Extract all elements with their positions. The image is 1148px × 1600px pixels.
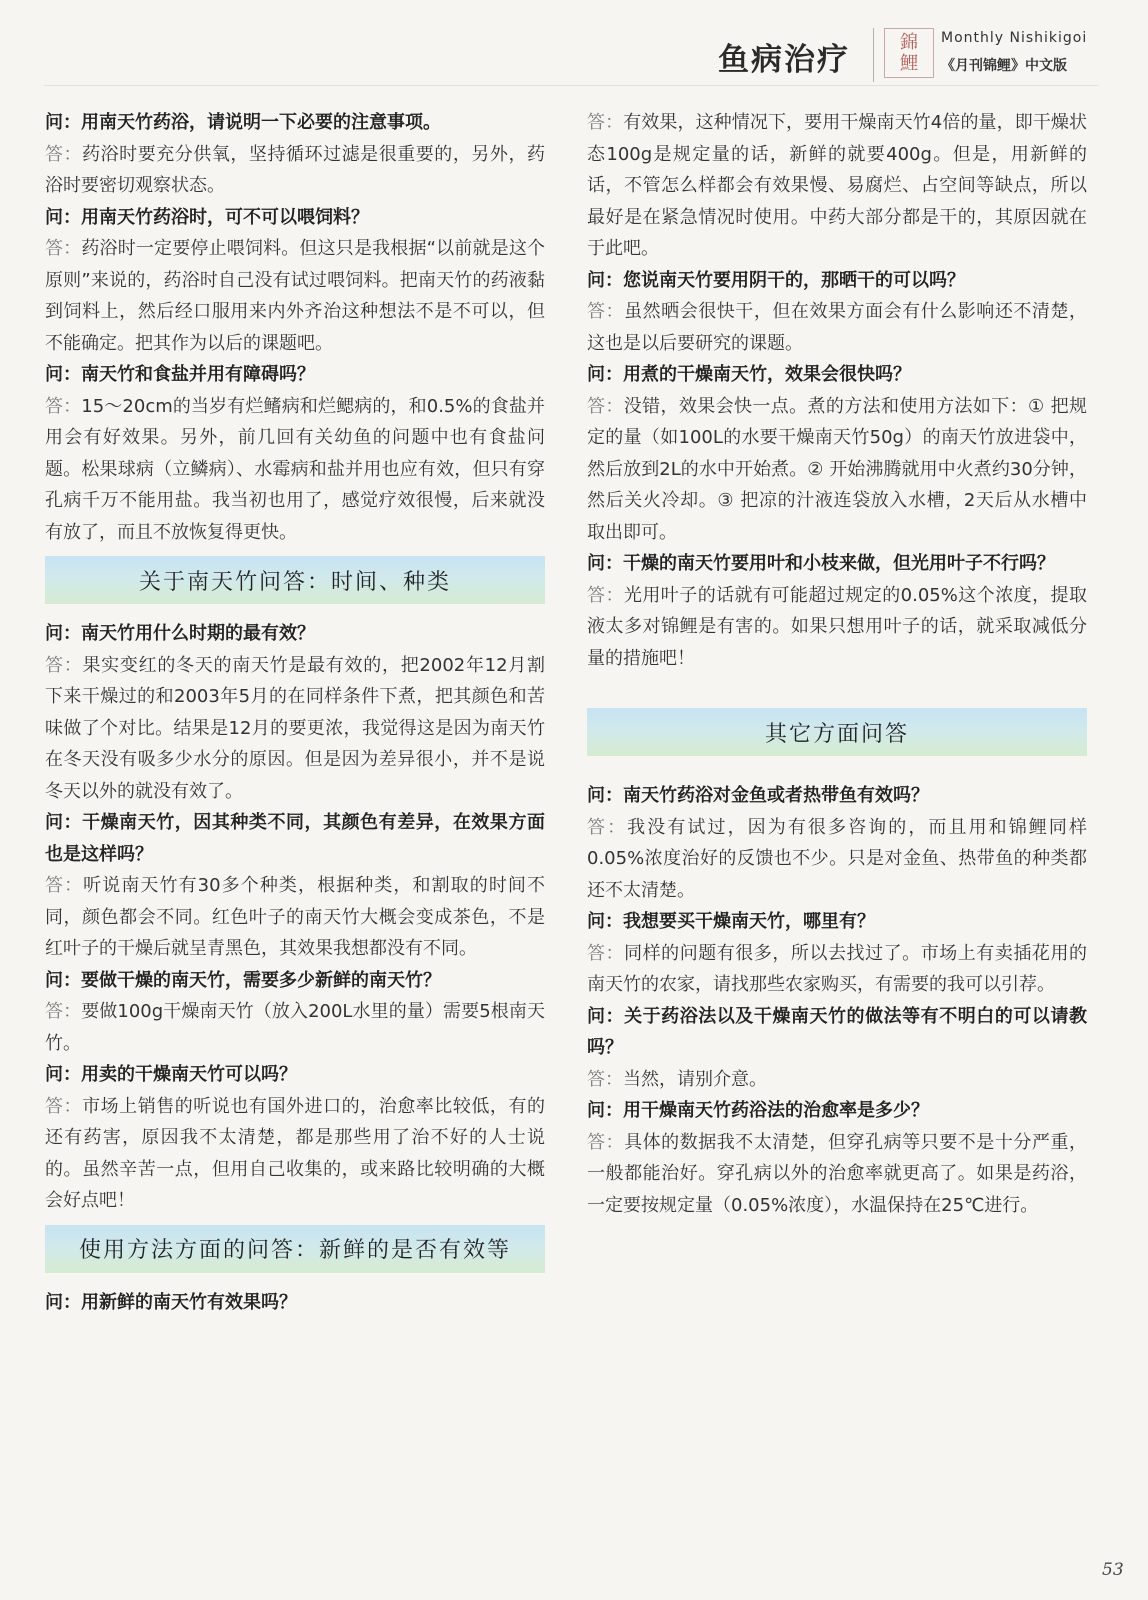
answer-text: 药浴时要充分供氧，坚持循环过滤是很重要的，另外，药浴时要密切观察状态。 xyxy=(45,143,545,196)
magazine-logo xyxy=(884,28,934,78)
page-number: 53 xyxy=(1102,1560,1124,1580)
question-label: 问： xyxy=(587,911,623,932)
question-text: 用卖的干燥南天竹可以吗？ xyxy=(81,1064,297,1085)
answer xyxy=(587,107,1087,265)
question-label: 问： xyxy=(45,623,81,644)
question xyxy=(45,107,545,139)
question-text: 用南天竹药浴，请说明一下必要的注意事项。 xyxy=(81,112,441,133)
answer xyxy=(45,1091,545,1217)
answer xyxy=(45,139,545,202)
answer-label: 答： xyxy=(45,1095,83,1117)
section-title: 鱼病治疗 xyxy=(718,42,850,78)
question-text: 用煮的干燥南天竹，效果会很快吗？ xyxy=(623,364,911,385)
logo-char-1: 錦 xyxy=(900,32,918,53)
answer xyxy=(587,580,1087,675)
answer xyxy=(587,296,1087,359)
answer xyxy=(45,391,545,549)
answer xyxy=(587,938,1087,1001)
answer-label: 答： xyxy=(587,584,624,606)
question-label: 问： xyxy=(45,1291,81,1313)
answer-label: 答： xyxy=(45,1001,82,1022)
question-text: 用新鲜的南天竹有效果吗？ xyxy=(81,1291,297,1313)
left-column xyxy=(45,107,545,1318)
question xyxy=(45,807,545,870)
question-text: 南天竹药浴对金鱼或者热带鱼有效吗？ xyxy=(623,785,929,806)
question xyxy=(45,1287,545,1319)
answer-text: 听说南天竹有30多个种类，根据种类，和割取的时间不同，颜色都会不同。红色叶子的南天竹大概会变成茶色，不是红叶子的干燥后就呈青黑色，其效果我想都没有不同。 xyxy=(45,875,545,959)
question xyxy=(587,906,1087,938)
answer xyxy=(587,1064,1087,1096)
answer-label: 答： xyxy=(587,816,628,838)
question-text: 用南天竹药浴时，可不可以喂饲料？ xyxy=(81,206,369,228)
question xyxy=(587,1095,1087,1127)
answer-label: 答： xyxy=(45,654,83,676)
answer-text: 没错，效果会快一点。煮的方法和使用方法如下：① 把规定的量（如100L的水要干燥南天竹50g）的南天竹放进袋中，然后放到2L的水中开始煮。② 开始沸腾就用中火煮约30分钟，然后关火冷却。③ 把凉的汁液连袋放入水槽，2天后从水槽中取出即可。 xyxy=(587,395,1088,543)
answer xyxy=(587,812,1087,907)
question-text: 要做干燥的南天竹，需要多少新鲜的南天竹？ xyxy=(81,969,441,991)
question-label: 问： xyxy=(45,364,81,385)
answer-text: 有效果，这种情况下，要用干燥南天竹4倍的量，即干燥状态100g是规定量的话，新鲜的就要400g。但是，用新鲜的话，不管怎么样都会有效果慢、易腐烂、占空间等缺点，所以最好是在紧急情况时使用。中药大部分都是干的，其原因就在于此吧。 xyxy=(587,112,1088,259)
section-banner: 关于南天竹问答：时间、种类 xyxy=(45,556,545,604)
answer-text: 虽然晒会很快干，但在效果方面会有什么影响还不清楚，这也是以后要研究的课题。 xyxy=(587,301,1087,354)
header-divider xyxy=(873,28,874,82)
question-text: 南天竹和食盐并用有障碍吗？ xyxy=(81,364,315,385)
answer xyxy=(587,1127,1087,1222)
answer xyxy=(45,996,545,1059)
question-text: 干燥的南天竹要用叶和小枝来做，但光用叶子不行吗？ xyxy=(623,553,1055,574)
question-text: 干燥南天竹，因其种类不同，其颜色有差异，在效果方面也是这样吗？ xyxy=(45,812,545,865)
question-text: 关于药浴法以及干燥南天竹的做法等有不明白的可以请教吗？ xyxy=(587,1005,1087,1058)
question xyxy=(587,265,1087,297)
question-label: 问： xyxy=(587,1005,625,1027)
section-banner: 使用方法方面的问答：新鲜的是否有效等 xyxy=(45,1225,545,1273)
question-label: 问： xyxy=(45,1064,81,1085)
answer-label: 答： xyxy=(45,395,82,417)
answer xyxy=(45,233,545,359)
question xyxy=(587,548,1087,580)
magazine-name-en: Monthly Nishikigoi xyxy=(941,30,1088,46)
question-text: 用干燥南天竹药浴法的治愈率是多少？ xyxy=(623,1100,929,1121)
answer-label: 答： xyxy=(587,942,625,964)
question-text: 您说南天竹要用阴干的，那晒干的可以吗？ xyxy=(623,269,965,291)
answer xyxy=(45,870,545,965)
answer-label: 答： xyxy=(45,143,83,165)
question-label: 问： xyxy=(587,269,623,291)
answer-text: 果实变红的冬天的南天竹是最有效的，把2002年12月割下来干燥过的和2003年5月的在同样条件下煮，把其颜色和苦味做了个对比。结果是12月的要更浓，我觉得这是因为南天竹在冬天没有吸多少水分的原因。但是因为差异很小，并不是说冬天以外的就没有效了。 xyxy=(45,654,546,802)
question xyxy=(587,1001,1087,1064)
header-rule xyxy=(44,85,1099,86)
question-label: 问： xyxy=(45,812,83,833)
magazine-name-cn: 《月刊锦鲤》中文版 xyxy=(941,58,1067,74)
question-text: 南天竹用什么时期的最有效？ xyxy=(81,623,315,644)
question xyxy=(45,359,545,391)
question-label: 问： xyxy=(45,206,81,228)
answer-label: 答： xyxy=(587,1068,623,1090)
answer xyxy=(587,391,1087,549)
answer-text: 市场上销售的听说也有国外进口的，治愈率比较低，有的还有药害，原因我不太清楚，都是那些用了治不好的人士说的。虽然辛苦一点，但用自己收集的，或来路比较明确的大概会好点吧！ xyxy=(45,1095,545,1211)
answer-label: 答： xyxy=(587,395,624,417)
answer-text: 同样的问题有很多，所以去找过了。市场上有卖插花用的南天竹的农家，请找那些农家购买，有需要的我可以引荐。 xyxy=(587,942,1087,995)
question xyxy=(587,359,1087,391)
question-text: 我想要买干燥南天竹，哪里有？ xyxy=(623,911,875,932)
answer-text: 光用叶子的话就有可能超过规定的0.05%这个浓度，提取液太多对锦鲤是有害的。如果只想用叶子的话，就采取减低分量的措施吧！ xyxy=(587,584,1087,669)
answer xyxy=(45,650,545,808)
question xyxy=(45,1059,545,1091)
question xyxy=(45,618,545,650)
answer-text: 15～20cm的当岁有烂鳍病和烂鳃病的，和0.5%的食盐并用会有好效果。另外，前几回有关幼鱼的问题中也有食盐问题。松果球病（立鳞病）、水霉病和盐并用也应有效，但只有穿孔病千万不能用盐。我当初也用了，感觉疗效很慢，后来就没有放了，而且不放恢复得更快。 xyxy=(45,395,545,543)
question-label: 问： xyxy=(587,553,623,574)
answer-label: 答： xyxy=(45,875,84,896)
section-banner: 其它方面问答 xyxy=(587,708,1087,756)
question-label: 问： xyxy=(45,969,81,991)
question-label: 问： xyxy=(45,112,81,133)
question-label: 问： xyxy=(587,364,623,385)
question-label: 问： xyxy=(587,1100,623,1121)
question-label: 问： xyxy=(587,785,623,806)
question xyxy=(587,780,1087,812)
answer-text: 具体的数据我不太清楚，但穿孔病等只要不是十分严重，一般都能治好。穿孔病以外的治愈率就更高了。如果是药浴，一定要按规定量（0.05%浓度），水温保持在25℃进行。 xyxy=(587,1131,1087,1216)
answer-label: 答： xyxy=(587,1131,625,1153)
answer-text: 当然，请别介意。 xyxy=(623,1068,767,1090)
answer-text: 我没有试过，因为有很多咨询的，而且用和锦鲤同样0.05%浓度治好的反馈也不少。只是对金鱼、热带鱼的种类都还不太清楚。 xyxy=(587,816,1088,901)
answer-text: 要做100g干燥南天竹（放入200L水里的量）需要5根南天竹。 xyxy=(45,1001,545,1054)
answer-label: 答： xyxy=(587,112,624,133)
logo-char-2: 鯉 xyxy=(900,53,918,74)
right-column xyxy=(587,107,1087,1221)
answer-label: 答： xyxy=(45,238,82,259)
answer-text: 药浴时一定要停止喂饲料。但这只是我根据“以前就是这个原则”来说的，药浴时自己没有试过喂饲料。把南天竹的药液黏到饲料上，然后经口服用来内外齐治这种想法不是不可以，但不能确定。把其作为以后的课题吧。 xyxy=(45,238,546,354)
answer-label: 答： xyxy=(587,301,625,322)
question xyxy=(45,202,545,234)
question xyxy=(45,965,545,997)
